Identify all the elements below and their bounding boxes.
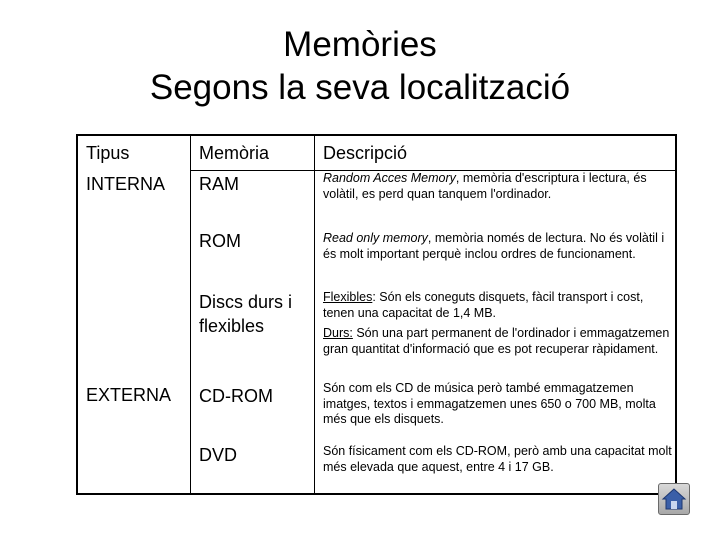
column-divider [314, 136, 315, 493]
desc-ram [323, 171, 673, 202]
home-button[interactable] [658, 483, 690, 515]
desc-dvd: Són físicament com els CD-ROM, però amb una capacitat molt més elevada que aquest, entre 4 i 17 GB. [323, 444, 672, 474]
memory-rom: ROM [199, 231, 241, 251]
desc-ram-italic: Random Acces Memory [323, 171, 456, 185]
memory-dvd: DVD [199, 445, 238, 465]
desc-flexibles-text: : Són els coneguts disquets, fàcil transport i cost, tenen una capacitat de 1,4 MB. [323, 290, 644, 320]
label-durs: Durs: [323, 326, 353, 340]
memory-discs: Discs durs i flexibles [199, 292, 293, 336]
page-subtitle: Segons la seva localització [149, 68, 571, 107]
memory-ram: RAM [199, 174, 239, 194]
memory-cdrom: CD-ROM [199, 386, 273, 406]
desc-cdrom: Són com els CD de música però també emmagatzemen imatges, textos i emmagatzemen unes 650 o 700 MB, molta més que els disquets. [323, 381, 656, 426]
home-icon [661, 486, 687, 512]
header-memoria: Memòria [199, 143, 270, 163]
memory-table [76, 134, 677, 495]
desc-rom-text: , memòria només de lectura. No és volàtil i és molt important perquè inclou ordres de funcionament. [323, 231, 665, 261]
label-flexibles: Flexibles [323, 290, 373, 304]
column-divider [190, 136, 191, 493]
type-externa: EXTERNA [86, 385, 172, 405]
desc-rom [323, 231, 668, 262]
desc-durs [323, 326, 673, 357]
desc-ram-text: , memòria d'escriptura i lectura, és volàtil, es perd quan tanquem l'ordinador. [323, 171, 647, 201]
type-interna: INTERNA [86, 174, 166, 194]
desc-rom-italic: Read only memory [323, 231, 428, 245]
desc-durs-text: Són una part permanent de l'ordinador i emmagatzemen gran quantitat d'informació que es pot recuperar ràpidament. [323, 326, 670, 356]
page-title: Memòries [283, 25, 437, 64]
header-descripcio: Descripció [323, 143, 408, 163]
desc-flexibles [323, 290, 668, 321]
header-tipus: Tipus [86, 143, 130, 163]
